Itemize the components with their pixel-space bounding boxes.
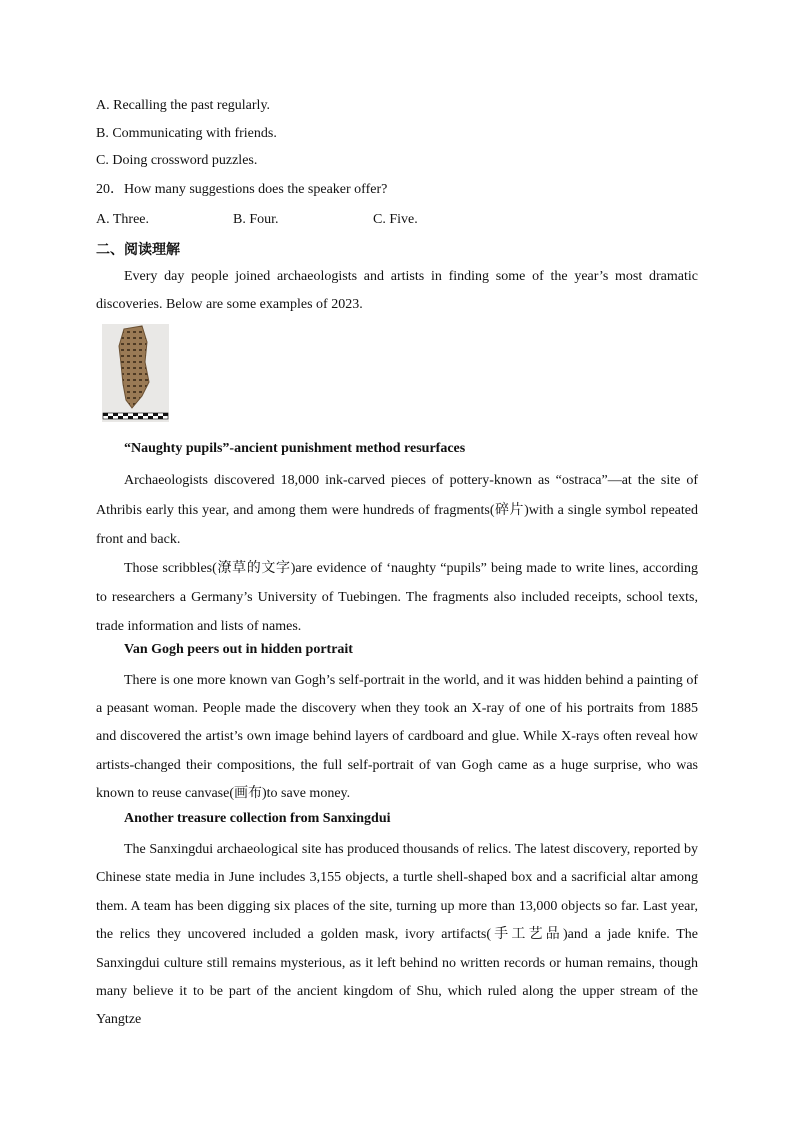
article-paragraph: Those scribbles(潦草的文字)are evidence of ‘naughty “pupils” being made to write lines, according to researchers a Germany’s University of Tuebingen. The fragments also included receipts, school texts, trade information and lists of names.	[96, 561, 698, 634]
article-heading-sanxingdui: Another treasure collection from Sanxingdui	[124, 811, 391, 826]
intro-paragraph: Every day people joined archaeologists and artists in finding some of the year’s most dramatic discoveries. Below are some examples of 2023.	[96, 269, 698, 312]
article-heading-naughty-pupils: “Naughty pupils”-ancient punishment method resurfaces	[124, 441, 466, 456]
article-paragraph: The Sanxingdui archaeological site has produced thousands of relics. The latest discovery, reported by Chinese state media in June includes 3,155 objects, a turtle shell-shaped box and a sacrificial altar among them. A team has been digging six places of the site, turning up more than 13,000 objects so far. Last year, the relics they uncovered included a golden mask, ivory artifacts(手工艺品)and a jade knife. The Sanxingdui culture still remains mysterious, as it left behind no written records or human remains, though many believe it to be part of the ancient kingdom of Shu, which ruled along the upper stream of the Yangtze	[96, 842, 698, 1028]
article-paragraph: There is one more known van Gogh’s self-portrait in the world, and it was hidden behind a painting of a peasant woman. People made the discovery when they took an X-ray of one of his portraits from 1885 and discovered the artist’s own image behind layers of cardboard and glue. While X-rays often reveal how artists-changed their compositions, the full self-portrait of van Gogh came as a huge surprise, who was known to reuse canvase(画布)to save money.	[96, 673, 698, 801]
pottery-fragment-photo	[102, 324, 169, 422]
article-heading-van-gogh: Van Gogh peers out in hidden portrait	[124, 642, 353, 657]
q20-option-c: C. Five.	[373, 212, 418, 227]
q20-option-b: B. Four.	[233, 212, 279, 227]
q20-option-a: A. Three.	[96, 212, 149, 227]
q19-option-c: C. Doing crossword puzzles.	[96, 153, 258, 168]
article-paragraph: Archaeologists discovered 18,000 ink-carved pieces of pottery-known as “ostraca”—at the site of Athribis early this year, and among them were hundreds of fragments(碎片)with a single symbol repeated front and back.	[96, 473, 698, 547]
q19-option-a: A. Recalling the past regularly.	[96, 98, 271, 113]
q19-option-b: B. Communicating with friends.	[96, 126, 277, 141]
q20-stem: 20．How many suggestions does the speaker offer?	[96, 182, 388, 197]
q20-options-row	[96, 211, 696, 229]
section-heading: 二、阅读理解	[96, 242, 180, 258]
